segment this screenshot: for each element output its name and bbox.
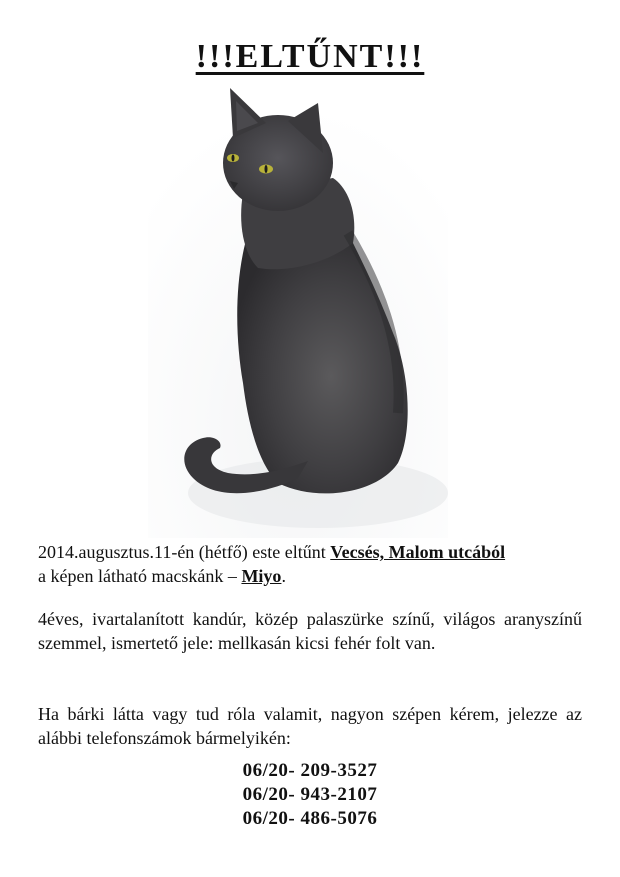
phone-list <box>0 759 620 831</box>
cat-name: Miyo <box>241 566 282 586</box>
poster-title: !!!ELTŰNT!!! <box>195 38 425 75</box>
cat-intro-text: a képen látható macskánk – <box>38 566 242 586</box>
phone-number: 06/20- 486-5076 <box>242 808 378 829</box>
phone-number: 06/20- 209-3527 <box>242 760 378 781</box>
description-paragraph: 4éves, ivartalanított kandúr, közép palaszürke színű, világos aranyszínű szemmel, ismertető jele: mellkasán kicsi fehér folt van. <box>38 609 582 653</box>
location-text: Vecsés, Malom utcából <box>330 542 506 562</box>
date-text: 2014.augusztus.11-én (hétfő) este eltűnt <box>38 542 331 562</box>
disappearance-paragraph <box>38 540 582 588</box>
phone-number: 06/20- 943-2107 <box>242 784 378 805</box>
cat-photo <box>148 83 448 538</box>
period-text: . <box>281 566 286 586</box>
contact-request-paragraph: Ha bárki látta vagy tud róla valamit, nagyon szépen kérem, jelezze az alábbi telefonszámok bármelyikén: <box>38 704 582 748</box>
